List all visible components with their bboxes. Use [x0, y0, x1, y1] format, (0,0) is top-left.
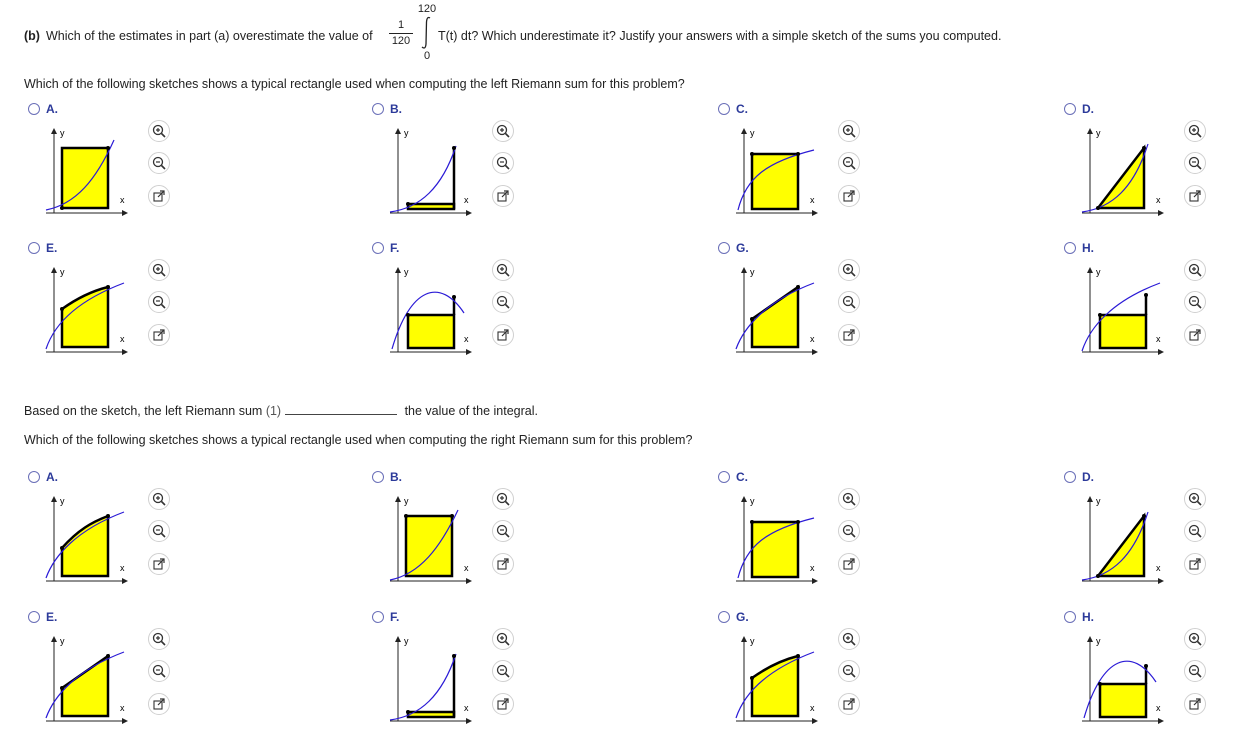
y-axis-label: y	[750, 636, 755, 646]
open-window-icon[interactable]	[492, 693, 514, 715]
radio-button[interactable]	[1064, 103, 1076, 115]
open-window-icon[interactable]	[148, 553, 170, 575]
radio-button[interactable]	[28, 242, 40, 254]
open-window-icon[interactable]	[148, 693, 170, 715]
left-option-a[interactable]	[28, 102, 58, 116]
left-option-d[interactable]	[1064, 102, 1094, 116]
zoom-out-icon[interactable]	[838, 520, 860, 542]
y-axis-label: y	[750, 128, 755, 138]
open-window-icon[interactable]	[838, 553, 860, 575]
zoom-in-icon[interactable]	[492, 259, 514, 281]
integral-lower-limit: 0	[423, 50, 431, 62]
fraction-denominator: 120	[391, 35, 411, 47]
open-window-icon[interactable]	[1184, 553, 1206, 575]
x-axis-label: x	[1156, 563, 1161, 573]
radio-button[interactable]	[1064, 471, 1076, 483]
x-axis-label: x	[1156, 334, 1161, 344]
x-axis-label: x	[464, 703, 469, 713]
open-window-icon[interactable]	[838, 185, 860, 207]
option-label: B.	[390, 102, 402, 116]
y-axis-label: y	[404, 267, 409, 277]
zoom-out-icon[interactable]	[148, 291, 170, 313]
open-window-icon[interactable]	[148, 185, 170, 207]
zoom-in-icon[interactable]	[492, 628, 514, 650]
left-option-c[interactable]	[718, 102, 748, 116]
left-option-h[interactable]	[1064, 241, 1094, 255]
radio-button[interactable]	[718, 471, 730, 483]
open-window-icon[interactable]	[838, 324, 860, 346]
right-sum-question: Which of the following sketches shows a typical rectangle used when computing the right Riemann sum for this problem?	[24, 433, 693, 447]
option-label: E.	[46, 241, 58, 255]
x-axis-label: x	[810, 334, 815, 344]
zoom-in-icon[interactable]	[148, 628, 170, 650]
radio-button[interactable]	[372, 611, 384, 623]
option-label: F.	[390, 610, 400, 624]
y-axis-label: y	[60, 636, 65, 646]
right-option-c[interactable]	[718, 470, 748, 484]
left-sketch-e[interactable]	[36, 257, 136, 357]
right-sketch-b[interactable]	[380, 486, 480, 586]
right-sketch-e[interactable]	[36, 626, 136, 726]
zoom-out-icon[interactable]	[1184, 291, 1206, 313]
option-label: A.	[46, 102, 58, 116]
zoom-out-icon[interactable]	[1184, 660, 1206, 682]
zoom-out-icon[interactable]	[492, 660, 514, 682]
y-axis-label: y	[1096, 636, 1101, 646]
x-axis-label: x	[120, 195, 125, 205]
zoom-in-icon[interactable]	[838, 259, 860, 281]
right-sketch-d[interactable]	[1072, 486, 1172, 586]
y-axis-label: y	[60, 267, 65, 277]
right-option-b[interactable]	[372, 470, 402, 484]
open-window-icon[interactable]	[492, 324, 514, 346]
x-axis-label: x	[1156, 703, 1161, 713]
zoom-in-icon[interactable]	[492, 120, 514, 142]
zoom-in-icon[interactable]	[148, 120, 170, 142]
zoom-in-icon[interactable]	[838, 120, 860, 142]
part-b-question: Which of the estimates in part (a) overestimate the value of	[46, 29, 373, 43]
radio-button[interactable]	[372, 471, 384, 483]
right-option-a[interactable]	[28, 470, 58, 484]
open-window-icon[interactable]	[1184, 324, 1206, 346]
option-label: A.	[46, 470, 58, 484]
zoom-out-icon[interactable]	[838, 660, 860, 682]
zoom-in-icon[interactable]	[492, 488, 514, 510]
left-option-e[interactable]	[28, 241, 57, 255]
x-axis-label: x	[120, 703, 125, 713]
y-axis-label: y	[404, 636, 409, 646]
right-option-f[interactable]	[372, 610, 399, 624]
option-label: D.	[1082, 102, 1094, 116]
zoom-in-icon[interactable]	[148, 259, 170, 281]
radio-button[interactable]	[1064, 611, 1076, 623]
left-sketch-g[interactable]	[726, 257, 826, 357]
option-label: C.	[736, 102, 748, 116]
y-axis-label: y	[1096, 267, 1101, 277]
zoom-out-icon[interactable]	[148, 520, 170, 542]
left-sketch-f[interactable]	[380, 257, 480, 357]
radio-button[interactable]	[28, 471, 40, 483]
integrand-text: T(t) dt? Which underestimate it? Justify your answers with a simple sketch of the sums you computed.	[438, 29, 1002, 43]
open-window-icon[interactable]	[492, 553, 514, 575]
x-axis-label: x	[810, 195, 815, 205]
radio-button[interactable]	[718, 103, 730, 115]
radio-button[interactable]	[1064, 242, 1076, 254]
radio-button[interactable]	[28, 103, 40, 115]
x-axis-label: x	[464, 334, 469, 344]
fraction-bar	[389, 33, 413, 34]
zoom-out-icon[interactable]	[1184, 520, 1206, 542]
sentence-end: the value of the integral.	[404, 404, 539, 418]
option-label: C.	[736, 470, 748, 484]
y-axis-label: y	[1096, 496, 1101, 506]
y-axis-label: y	[404, 128, 409, 138]
option-label: G.	[736, 241, 749, 255]
y-axis-label: y	[60, 128, 65, 138]
fraction-numerator: 1	[397, 19, 405, 31]
zoom-in-icon[interactable]	[148, 488, 170, 510]
integral-upper-limit: 120	[417, 3, 437, 15]
x-axis-label: x	[1156, 195, 1161, 205]
open-window-icon[interactable]	[838, 693, 860, 715]
right-sketch-a[interactable]	[36, 486, 136, 586]
left-sketch-h[interactable]	[1072, 257, 1172, 357]
zoom-in-icon[interactable]	[1184, 488, 1206, 510]
x-axis-label: x	[120, 563, 125, 573]
zoom-out-icon[interactable]	[492, 520, 514, 542]
y-axis-label: y	[60, 496, 65, 506]
right-option-d[interactable]	[1064, 470, 1094, 484]
right-option-h[interactable]	[1064, 610, 1094, 624]
y-axis-label: y	[1096, 128, 1101, 138]
option-label: H.	[1082, 610, 1094, 624]
radio-button[interactable]	[718, 242, 730, 254]
left-sketch-d[interactable]	[1072, 118, 1172, 218]
right-sketch-c[interactable]	[726, 486, 826, 586]
zoom-out-icon[interactable]	[838, 291, 860, 313]
right-sketch-g[interactable]	[726, 626, 826, 726]
left-sum-question: Which of the following sketches shows a typical rectangle used when computing the left Riemann sum for this problem?	[24, 77, 685, 91]
right-sketch-f[interactable]	[380, 626, 480, 726]
sentence-start: Based on the sketch, the left Riemann sum	[24, 404, 263, 418]
radio-button[interactable]	[372, 103, 384, 115]
left-option-g[interactable]	[718, 241, 749, 255]
option-label: E.	[46, 610, 58, 624]
x-axis-label: x	[120, 334, 125, 344]
option-label: D.	[1082, 470, 1094, 484]
zoom-in-icon[interactable]	[1184, 259, 1206, 281]
zoom-out-icon[interactable]	[1184, 152, 1206, 174]
radio-button[interactable]	[372, 242, 384, 254]
zoom-out-icon[interactable]	[148, 660, 170, 682]
right-sketch-h[interactable]	[1072, 626, 1172, 726]
x-axis-label: x	[464, 563, 469, 573]
radio-button[interactable]	[28, 611, 40, 623]
zoom-in-icon[interactable]	[838, 488, 860, 510]
left-option-b[interactable]	[372, 102, 402, 116]
left-sketch-a[interactable]	[36, 118, 136, 218]
radio-button[interactable]	[718, 611, 730, 623]
open-window-icon[interactable]	[1184, 693, 1206, 715]
option-label: H.	[1082, 241, 1094, 255]
blank-label: (1)	[265, 404, 282, 418]
open-window-icon[interactable]	[492, 185, 514, 207]
x-axis-label: x	[810, 703, 815, 713]
y-axis-label: y	[750, 496, 755, 506]
x-axis-label: x	[464, 195, 469, 205]
integral-sign	[420, 16, 434, 50]
fill-in-sentence	[24, 404, 538, 418]
option-label: G.	[736, 610, 749, 624]
right-option-e[interactable]	[28, 610, 57, 624]
zoom-in-icon[interactable]	[1184, 120, 1206, 142]
option-label: F.	[390, 241, 400, 255]
left-option-f[interactable]	[372, 241, 399, 255]
answer-blank-1[interactable]	[285, 414, 397, 415]
zoom-in-icon[interactable]	[1184, 628, 1206, 650]
left-sketch-b[interactable]	[380, 118, 480, 218]
right-option-g[interactable]	[718, 610, 749, 624]
option-label: B.	[390, 470, 402, 484]
left-sketch-c[interactable]	[726, 118, 826, 218]
zoom-out-icon[interactable]	[148, 152, 170, 174]
y-axis-label: y	[750, 267, 755, 277]
zoom-out-icon[interactable]	[492, 152, 514, 174]
part-b-label: (b)	[24, 29, 40, 43]
zoom-out-icon[interactable]	[838, 152, 860, 174]
zoom-in-icon[interactable]	[838, 628, 860, 650]
y-axis-label: y	[404, 496, 409, 506]
open-window-icon[interactable]	[148, 324, 170, 346]
open-window-icon[interactable]	[1184, 185, 1206, 207]
zoom-out-icon[interactable]	[492, 291, 514, 313]
x-axis-label: x	[810, 563, 815, 573]
